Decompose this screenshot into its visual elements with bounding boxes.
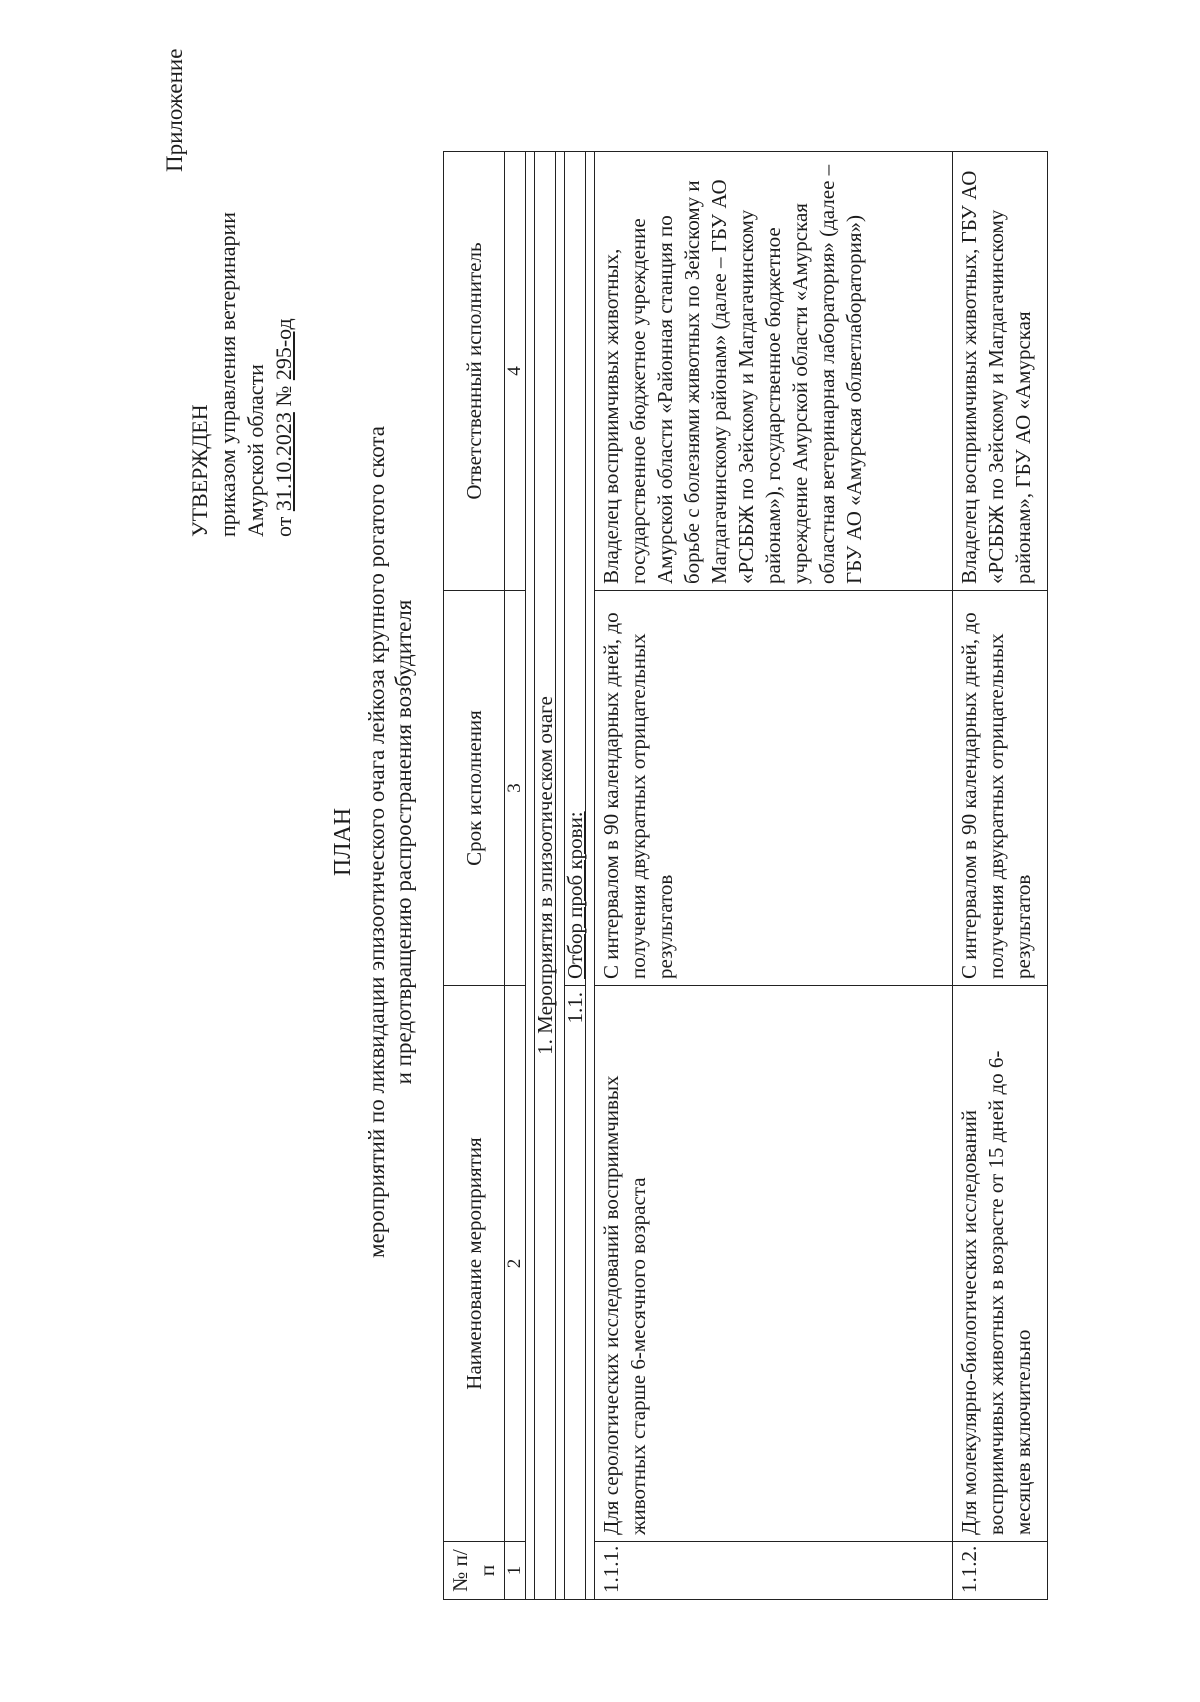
plan-heading: ПЛАН (330, 807, 356, 877)
subsection-title-cell (565, 152, 586, 986)
table-row (595, 152, 953, 1600)
plan-title-line-1: мероприятий по ликвидации эпизоотического очага лейкоза крупного рогатого скота (364, 426, 389, 1258)
subsection-title: Отбор проб крови: (563, 811, 587, 979)
table-header-row (444, 152, 505, 1600)
column-number-2: 2 (505, 986, 526, 1542)
section-title: 1. Мероприятия в эпизоотическом очаге (535, 152, 556, 1600)
order-number: 295-од (271, 318, 296, 381)
row-name: Для серологических исследований восприимчивых животных старше 6-месячного возраста (595, 986, 953, 1542)
date-prefix: от (271, 511, 296, 537)
row-term: С интервалом в 90 календарных дней, до получения двукратных отрицательных результатов (595, 591, 953, 986)
row-term: С интервалом в 90 календарных дней, до получения двукратных отрицательных результатов (953, 591, 1048, 986)
row-number: 1.1.2. (953, 1542, 1048, 1600)
row-number: 1.1.1. (595, 1542, 953, 1600)
plan-title-line-2: и предотвращению распространения возбудителя (391, 599, 416, 1085)
row-responsible: Владелец восприимчивых животных, государственное бюджетное учреждение Амурской области «Районная станция по борьбе с болезнями животных по Зейскому и Магдагачинскому районам» (далее – ГБУ АО «РСББЖ по Зейскому и Магдагачинскому районам»), государственное бюджетное учреждение Амурской области «Амурская областная ветеринарная лаборатория» (далее – ГБУ АО «Амурская облветлаборатория») (595, 152, 953, 591)
approved-label: УТВЕРЖДЕН (187, 404, 212, 537)
header-name: Наименование мероприятия (444, 986, 505, 1542)
plan-table (443, 151, 1048, 1600)
column-number-4: 4 (505, 152, 526, 591)
order-date: 31.10.2023 (271, 412, 296, 512)
subsection-number: 1.1. (565, 986, 586, 1600)
section-row (535, 152, 556, 1600)
subsection-row (565, 152, 586, 1600)
row-name: Для молекулярно-биологических исследований восприимчивых животных в возрасте от 15 дней до 6-месяцев включительно (953, 986, 1048, 1542)
order-line-1: приказом управления ветеринарии (215, 211, 240, 537)
order-line-2: Амурской области (243, 364, 268, 537)
row-responsible: Владелец восприимчивых животных, ГБУ АО «РСББЖ по Зейскому и Магдагачинскому районам», ГБУ АО «Амурская (953, 152, 1048, 591)
number-prefix: № (271, 380, 296, 413)
column-number-1: 1 (505, 1542, 526, 1600)
appendix-label: Приложение (162, 48, 187, 172)
header-responsible: Ответственный исполнитель (444, 152, 505, 591)
header-number: № п/п (444, 1542, 505, 1600)
header-term: Срок исполнения (444, 591, 505, 986)
plan-title (330, 282, 417, 1402)
column-numbers-row (505, 152, 526, 1600)
approval-block (186, 117, 298, 537)
column-number-3: 3 (505, 591, 526, 986)
table-row (953, 152, 1048, 1600)
order-date-line (270, 117, 298, 537)
